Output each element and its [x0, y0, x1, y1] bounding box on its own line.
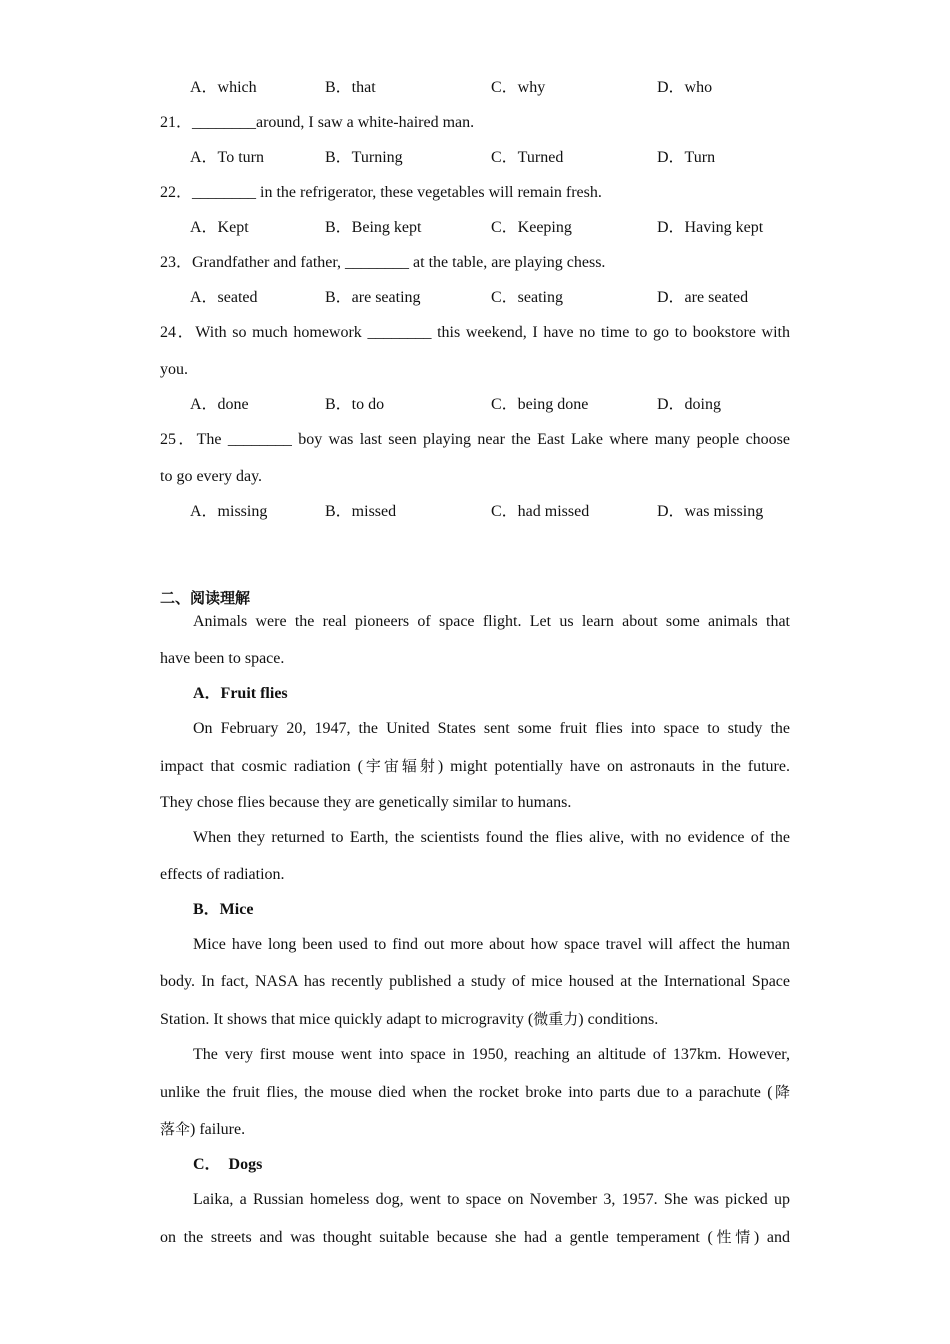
chinese-gloss: 性情: [712, 1228, 754, 1246]
option-d: D．doing: [657, 396, 722, 413]
q25-stem-line2: to go every day.: [160, 468, 263, 485]
option-d: D．Having kept: [657, 219, 764, 236]
option-a: A．missing: [190, 503, 268, 520]
option-d: D．Turn: [657, 149, 716, 166]
mice-p2-line1: The very first mouse went into space in 1950, reaching an altitude of 137km. However,: [193, 1046, 790, 1063]
option-b: B．Being kept: [325, 219, 422, 236]
option-d: D．who: [657, 79, 713, 96]
option-c: C．why: [491, 79, 546, 96]
option-a: A．Kept: [190, 219, 249, 236]
mice-p2-line2: unlike the fruit flies, the mouse died when the rocket broke into parts due to a parachute (降: [160, 1083, 790, 1101]
option-b: B．that: [325, 79, 376, 96]
option-c: C．had missed: [491, 503, 590, 520]
option-c: C．Keeping: [491, 219, 572, 236]
option-c: C．seating: [491, 289, 563, 306]
option-b: B．are seating: [325, 289, 421, 306]
q21-options: [190, 148, 790, 168]
mice-p2-line3: 落伞) failure.: [160, 1120, 246, 1138]
option-b: B．to do: [325, 396, 385, 413]
option-a: A．which: [190, 79, 257, 96]
dogs-p1-line1: Laika, a Russian homeless dog, went to space on November 3, 1957. She was picked up: [193, 1191, 790, 1208]
fruit-flies-p2-line2: effects of radiation.: [160, 866, 285, 883]
option-b: B．Turning: [325, 149, 403, 166]
chinese-gloss: 降: [772, 1083, 790, 1101]
q22-options: [190, 218, 790, 238]
option-d: D．was missing: [657, 503, 764, 520]
q24-stem-line2: you.: [160, 361, 188, 378]
subheading-fruit-flies: A．Fruit flies: [193, 685, 288, 702]
q20-options: [190, 78, 790, 98]
option-a: A．done: [190, 396, 249, 413]
subheading-dogs: C． Dogs: [193, 1156, 263, 1173]
q21-stem: 21．________around, I saw a white-haired man.: [160, 114, 475, 131]
section-heading: 二、阅读理解: [160, 589, 251, 607]
option-b: B．missed: [325, 503, 397, 520]
chinese-gloss: 落伞: [160, 1120, 191, 1138]
chinese-gloss: 微重力: [533, 1010, 579, 1028]
q24-stem-line1: 24．With so much homework ________ this weekend, I have no time to go to bookstore with: [160, 324, 790, 341]
fruit-flies-p1-line1: On February 20, 1947, the United States sent some fruit flies into space to study the: [193, 720, 790, 737]
q25-stem-line1: 25．The ________ boy was last seen playing near the East Lake where many people choose: [160, 431, 790, 448]
fruit-flies-p1-line2: impact that cosmic radiation (宇宙辐射) might potentially have on astronauts in the future.: [160, 757, 790, 775]
option-d: D．are seated: [657, 289, 749, 306]
option-c: C．being done: [491, 396, 589, 413]
subheading-mice: B．Mice: [193, 901, 254, 918]
mice-p1-line3: Station. It shows that mice quickly adapt to microgravity (微重力) conditions.: [160, 1010, 659, 1028]
option-a: A．To turn: [190, 149, 264, 166]
q24-options: [190, 395, 790, 415]
q22-stem: 22．________ in the refrigerator, these vegetables will remain fresh.: [160, 184, 602, 201]
q25-options: [190, 502, 790, 522]
option-a: A．seated: [190, 289, 258, 306]
q23-stem: 23．Grandfather and father, ________ at the table, are playing chess.: [160, 254, 606, 271]
fruit-flies-p1-line3: They chose flies because they are genetically similar to humans.: [160, 794, 572, 811]
intro-line2: have been to space.: [160, 650, 285, 667]
mice-p1-line1: Mice have long been used to find out more about how space travel will affect the human: [193, 936, 790, 953]
chinese-gloss: 宇宙辐射: [362, 757, 438, 775]
mice-p1-line2: body. In fact, NASA has recently published a study of mice housed at the International Space: [160, 973, 790, 990]
option-c: C．Turned: [491, 149, 564, 166]
q23-options: [190, 288, 790, 308]
dogs-p1-line2: on the streets and was thought suitable because she had a gentle temperament (性情) and: [160, 1228, 790, 1246]
fruit-flies-p2-line1: When they returned to Earth, the scientists found the flies alive, with no evidence of the: [193, 829, 790, 846]
intro-line1: Animals were the real pioneers of space flight. Let us learn about some animals that: [193, 613, 790, 630]
